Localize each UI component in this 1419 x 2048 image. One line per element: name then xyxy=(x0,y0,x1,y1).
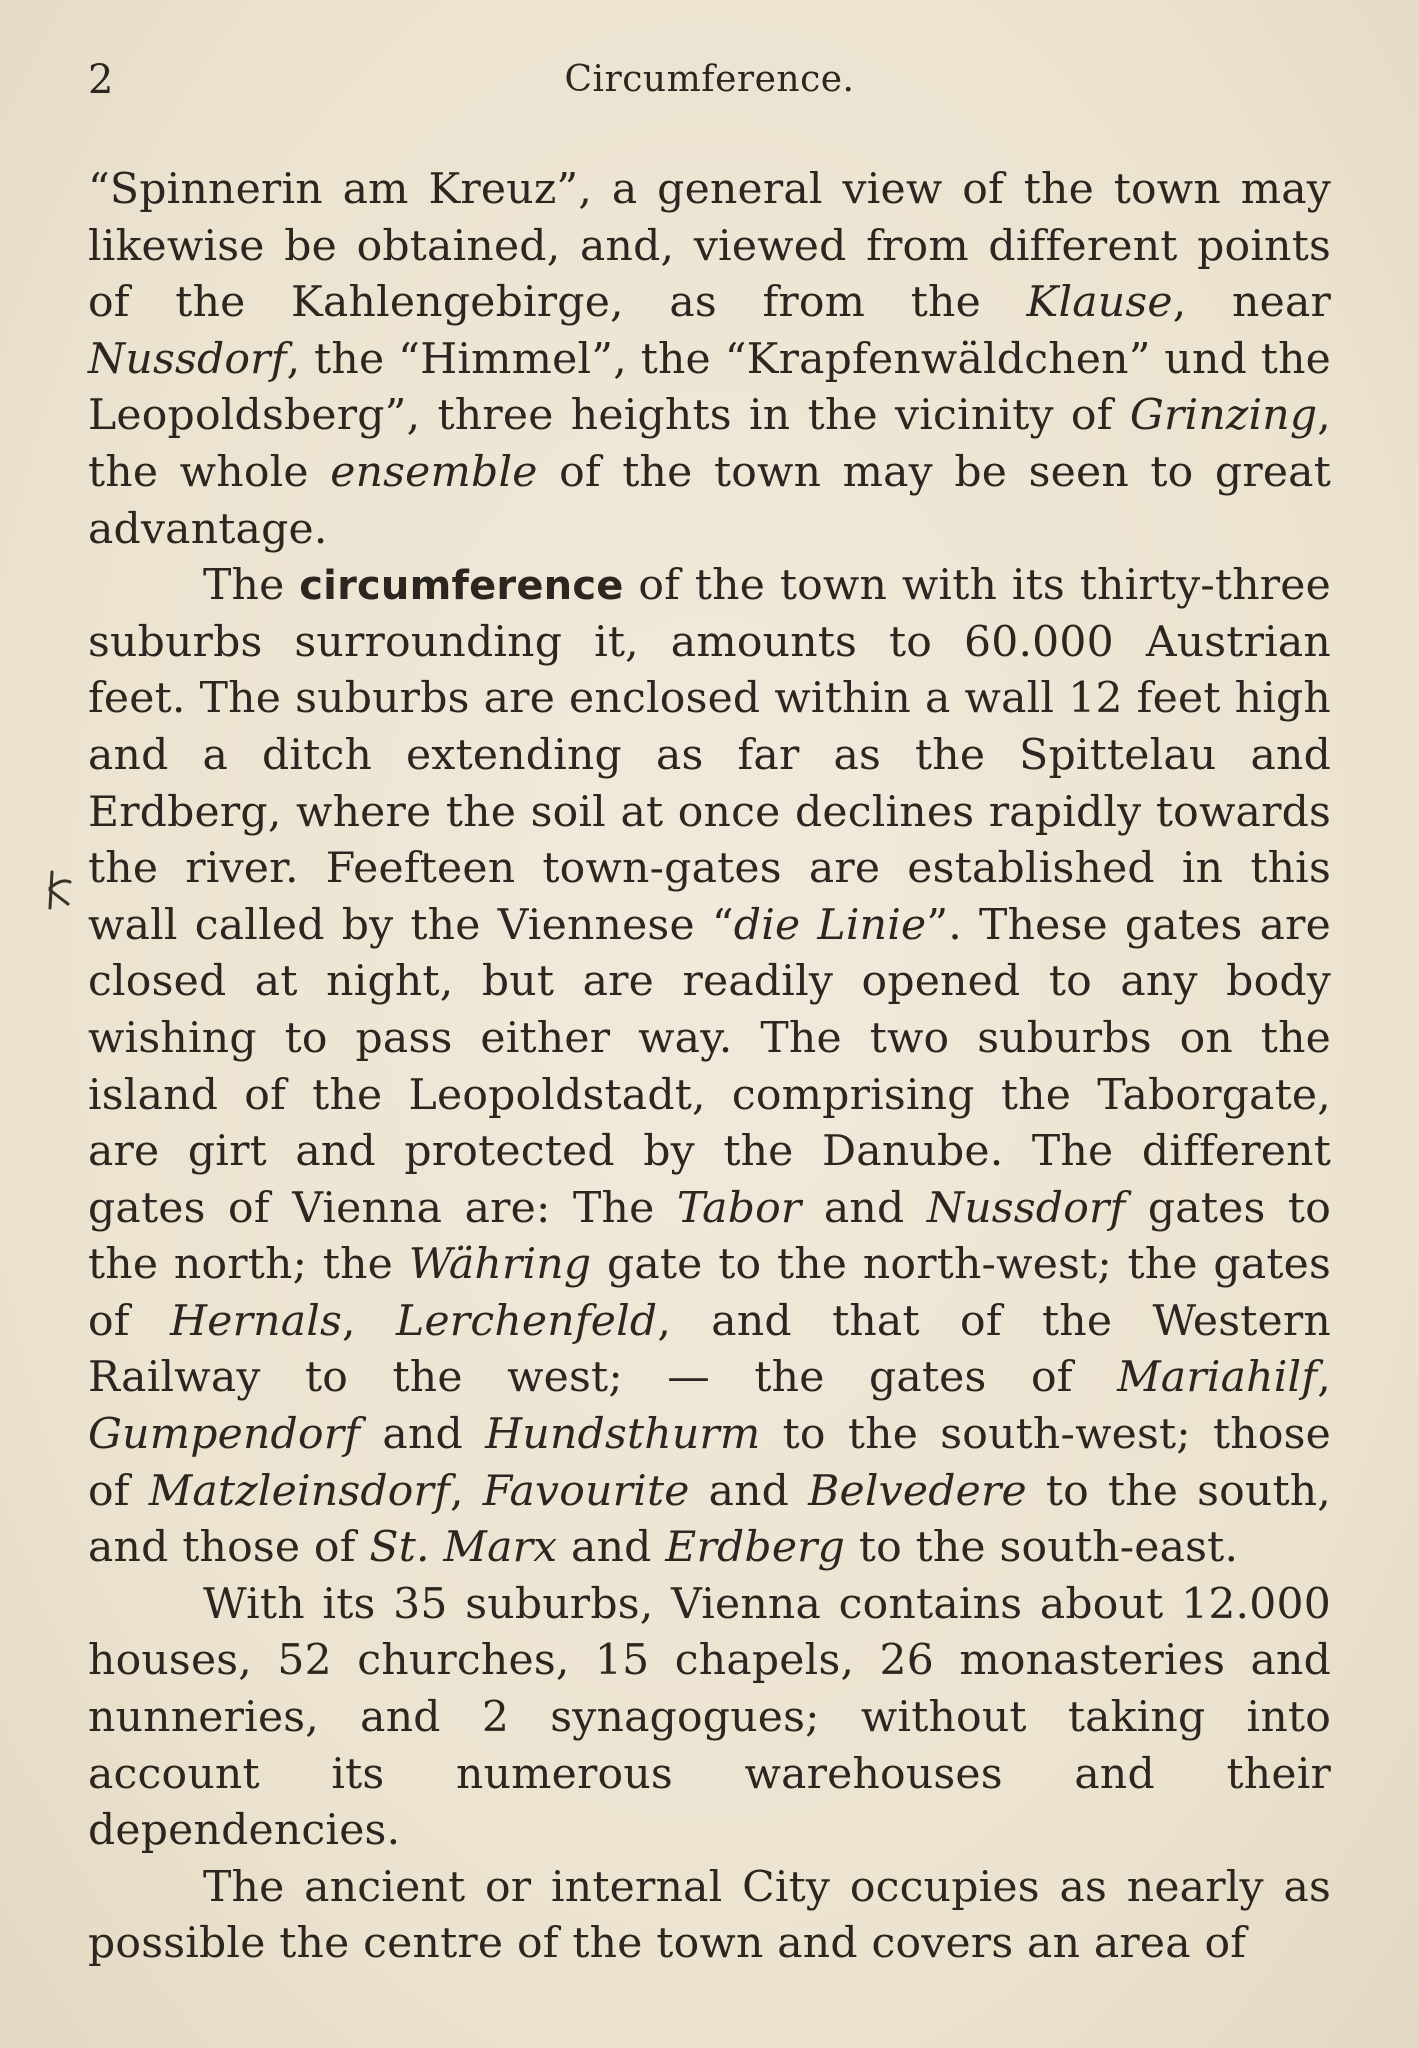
italic-term: Hernals xyxy=(170,1296,343,1346)
text-run: , xyxy=(342,1296,397,1346)
italic-term: die Linie xyxy=(733,900,927,950)
italic-term: Nussdorf xyxy=(926,1183,1126,1233)
text-run: , xyxy=(1317,1353,1331,1403)
paragraph xyxy=(88,1860,1331,1973)
text-run: With its 35 suburbs, Vienna contains about 12.000 houses, 52 churches, 15 chapels, 26 monasteries and nunneries, and 2 synagogues; without taking into account its numerous warehouses and their dependencies. xyxy=(88,1579,1331,1856)
text-run: of the town with its thirty-three suburbs surrounding it, amounts to 60.000 Austrian feet. The suburbs are enclosed within a wall 12 feet high and a ditch extending as far as the Spittelau and Erdberg, where the soil at once declines rapidly towards the river. Feefteen town-gates are established in this wall called by the Viennese “ xyxy=(88,561,1331,950)
page-header xyxy=(88,52,1331,108)
text-run: to the south, and those of xyxy=(88,1466,1332,1573)
italic-term: Matzleinsdorf xyxy=(148,1466,451,1516)
paragraph xyxy=(88,558,1331,1577)
text-run: The ancient or internal City occupies as nearly as possible the centre of the town and covers an area of xyxy=(88,1862,1331,1969)
text-run: to the south-west; those of xyxy=(88,1410,1332,1516)
italic-term: Grinzing xyxy=(1129,391,1318,441)
italic-term: Nussdorf xyxy=(88,334,287,384)
paragraph xyxy=(88,1577,1331,1860)
italic-term: Währing xyxy=(408,1240,592,1290)
paragraph xyxy=(88,162,1331,558)
body-text xyxy=(88,162,1331,1973)
italic-term: Favourite xyxy=(482,1466,690,1516)
italic-term: Belvedere xyxy=(808,1466,1027,1516)
pencil-mark-icon xyxy=(40,868,76,912)
running-head: Circumference. xyxy=(564,59,855,100)
italic-term: Lerchenfeld xyxy=(396,1296,658,1346)
text-run: The xyxy=(203,561,300,611)
italic-term: Tabor xyxy=(676,1183,802,1233)
text-run: gates to the north; the xyxy=(88,1183,1331,1290)
text-run: to the south-east. xyxy=(845,1523,1239,1573)
text-run: of the town may be seen to great advantage. xyxy=(88,447,1332,554)
text-run: gate to the north-west; the gates of xyxy=(88,1240,1331,1346)
text-run: and xyxy=(689,1466,809,1516)
italic-term: Gumpendorf xyxy=(88,1410,361,1460)
italic-term: Mariahilf xyxy=(1117,1353,1318,1403)
italic-term: St. Marx xyxy=(369,1523,558,1573)
italic-term: Klause xyxy=(1026,278,1173,328)
italic-term: Hundsthurm xyxy=(485,1410,761,1460)
text-run: and xyxy=(801,1183,927,1233)
text-run: , near xyxy=(1172,278,1332,328)
text-run: , the whole xyxy=(88,391,1331,497)
italic-term: ensemble xyxy=(330,447,538,497)
text-run: “Spinnerin am Kreuz”, a general view of the town may likewise be obtained, and, viewed from different points of the Kahlengebirge, as from the xyxy=(88,165,1331,328)
text-run: ”. These gates are closed at night, but are readily opened to any body wishing to pass either way. The two suburbs on the island of the Leopoldstadt, comprising the Taborgate, are girt and protected by the Danube. The different gates of Vienna are: The xyxy=(88,900,1331,1233)
bold-term: circumference xyxy=(299,563,624,610)
text-run: and xyxy=(557,1523,666,1573)
page-number: 2 xyxy=(88,57,114,103)
text-run: , the “Himmel”, the “Krapfenwäldchen” und the Leopoldsberg”, three heights in the vicinity of xyxy=(88,334,1331,441)
italic-term: Erdberg xyxy=(665,1523,846,1573)
text-run: , and that of the Western Railway to the west; — the gates of xyxy=(88,1296,1331,1403)
text-run: and xyxy=(360,1410,486,1460)
text-run: , xyxy=(450,1466,483,1516)
